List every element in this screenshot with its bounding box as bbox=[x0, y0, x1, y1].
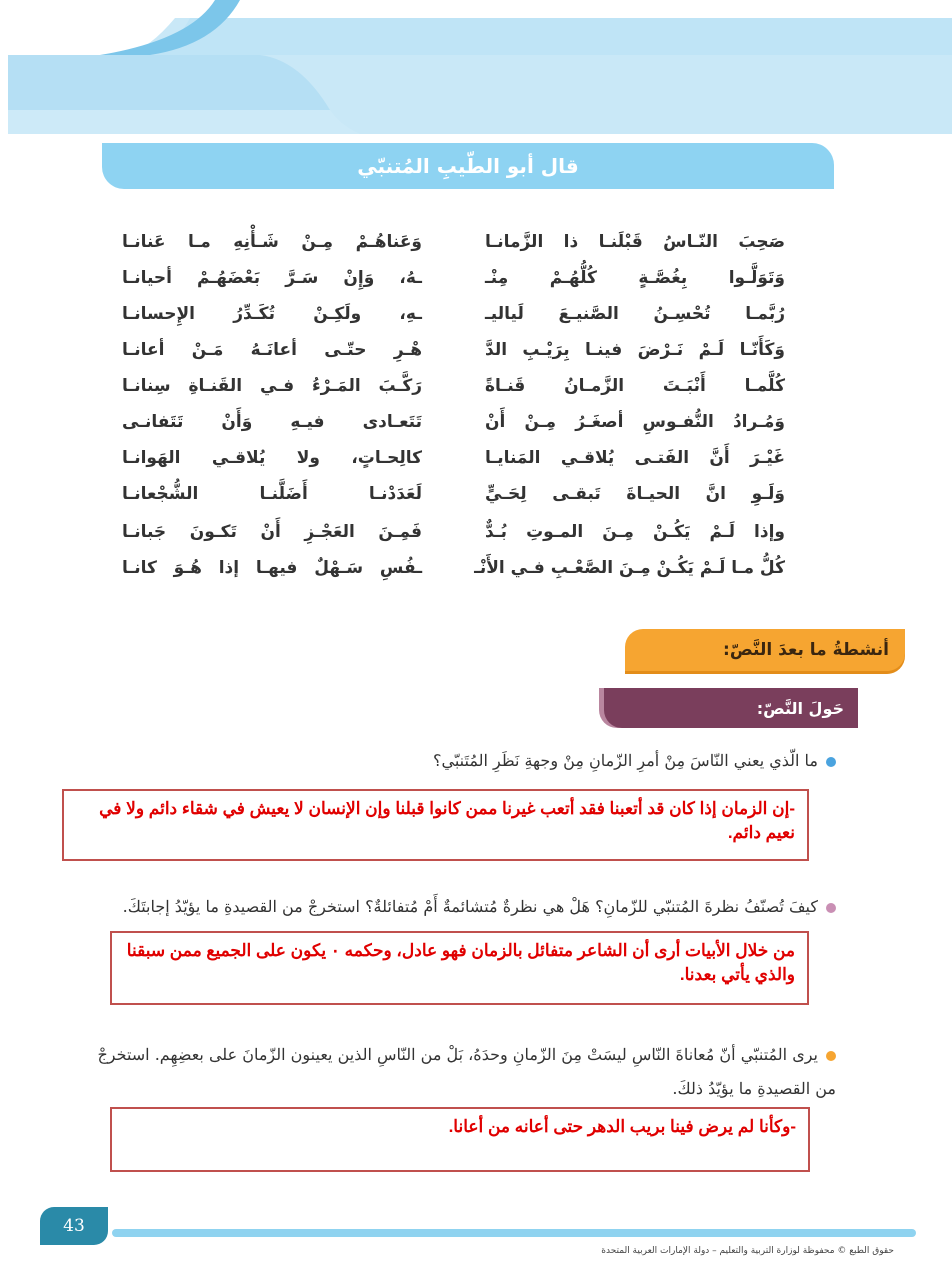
poem-verse-right: كُلُّ مـا لَـمْ يَكُـنْ مِـنَ الصَّعْـبِ فـي الأَنْـ bbox=[474, 558, 785, 578]
answer-box-2[interactable] bbox=[110, 931, 809, 1005]
bullet-icon bbox=[826, 903, 836, 913]
answer-text: -وكأنا لم يرض فينا بريب الدهر حتى أعانه من أعانا. bbox=[448, 1117, 796, 1136]
lesson-title: قال أبو الطّيبِ المُتنبّي bbox=[357, 154, 579, 178]
poem-verse-left: تَتَعـادى فيـهِ وَأَنْ تَتَفانـى bbox=[122, 412, 422, 432]
poem-verse-left: ـهِ، ولَكِـنْ تُكَـدِّرُ الإِحسانـا bbox=[122, 304, 422, 324]
poem-verse-left: كالِحـاتٍ، ولا يُلاقـي الهَوانـا bbox=[122, 448, 422, 468]
bullet-icon bbox=[826, 1051, 836, 1061]
poem-verse-left: رَكَّـبَ المَـرْءُ فـي القَنـاةِ سِنانـا bbox=[122, 376, 422, 396]
poem-verse-right: وَمُـرادُ النُّفـوسِ أصغَـرُ مِـنْ أَنْ bbox=[485, 412, 785, 432]
question-text: ما الّذي يعني النّاسَ مِنْ أمرِ الزّمانِ مِنْ وجهةِ نَظَرِ المُتَنبّي؟ bbox=[433, 751, 818, 770]
poem-verse-right: كُلَّمـا أَنْبَـتَ الزَّمـانُ قَنـاةً bbox=[485, 376, 785, 396]
poem-verse-right: غَيْـرَ أَنَّ الفَتـى يُلاقـي المَنايـا bbox=[485, 448, 785, 468]
activities-section-label: أنشطةُ ما بعدَ النَّصّ: bbox=[723, 640, 889, 660]
answer-text: -إن الزمان إذا كان قد أتعبنا فقد أتعب غيرنا ممن كانوا قبلنا وإن الإنسان لا يعيش في شقاء دائم ولا في نعيم دائم. bbox=[99, 799, 795, 842]
page-number: 43 bbox=[63, 1216, 85, 1236]
poem-verse-left: فَمِـنَ العَجْـزِ أَنْ تَكـونَ جَبانـا bbox=[122, 522, 422, 542]
poem-verse-left: وَعَناهُـمْ مِـنْ شَـأْنِهِ مـا عَنانـا bbox=[122, 232, 422, 252]
question-2 bbox=[96, 890, 836, 924]
header-wave-decoration bbox=[0, 0, 952, 140]
poem-verse-right: رُبَّمـا تُحْسِـنُ الصَّنيـعَ لَياليـ bbox=[485, 304, 785, 324]
poem-verse-left: هْـرِ حتّـى أعانَـهُ مَـنْ أعانـا bbox=[122, 340, 422, 360]
poem-verse-right: وَتَوَلَّـوا بِغُصَّـةٍ كُلُّهُـمْ مِنْـ bbox=[485, 268, 785, 288]
question-1 bbox=[96, 744, 836, 778]
activities-section-tag bbox=[625, 629, 905, 671]
poem-verse-left: ـهُ، وَإِنْ سَـرَّ بَعْضَهُـمْ أحيانـا bbox=[122, 268, 422, 288]
question-3 bbox=[96, 1038, 836, 1106]
about-text-section-tag bbox=[604, 688, 858, 728]
about-text-section-label: حَولَ النَّصّ: bbox=[756, 698, 844, 718]
poem-verse-right: وَكَأَنّـا لَـمْ نَـرْضَ فينـا بِرَيْـبِ الدَّ bbox=[485, 340, 785, 360]
poem-verse-left: لَعَدَدْنـا أَضَلَّنـا الشُّجْعانـا bbox=[122, 484, 422, 504]
poem-verse-right: وَلَـوِ انَّ الحيـاةَ تَبقـى لِحَـيٍّ bbox=[485, 484, 785, 504]
answer-box-1[interactable] bbox=[62, 789, 809, 861]
answer-text: من خلال الأبيات أرى أن الشاعر متفائل بالزمان فهو عادل، وحكمه ٠ يكون على الجميع ممن سبقنا والذي يأتي بعدنا. bbox=[126, 941, 795, 984]
poem-verse-left: ـفُسِ سَـهْلٌ فيهـا إذا هُـوَ كانـا bbox=[122, 558, 422, 578]
question-text: كيفَ تُصنّفُ نظرةَ المُتنبّي للزّمانِ؟ هَلْ هي نظرةٌ مُتشائمةٌ أَمْ مُتفائلةٌ؟ استخرجْ من القصيدةِ ما يؤيّدُ إجابتَكَ. bbox=[122, 897, 818, 916]
poem-verse-right: وإذا لَـمْ يَكُـنْ مِـنَ المـوتِ بُـدٌّ bbox=[485, 522, 785, 542]
footer-divider bbox=[112, 1229, 916, 1237]
bullet-icon bbox=[826, 757, 836, 767]
question-text: يرى المُتنبّي أنّ مُعاناةَ النّاسِ ليسَتْ مِنَ الزّمانِ وحدَهُ، بَلْ من النّاسِ الذين يعينون الزّمانَ على بعضِهِم. استخرجْ من القصيدةِ ما يؤيّدُ ذلكَ. bbox=[97, 1045, 836, 1098]
lesson-title-bar bbox=[102, 143, 834, 189]
copyright-notice: حقوق الطبع © محفوظة لوزارة التربية والتعليم – دولة الإمارات العربية المتحدة bbox=[601, 1246, 894, 1256]
poem-verse-right: صَحِبَ النّـاسُ قَبْلَنـا ذا الزَّمانـا bbox=[485, 232, 785, 252]
answer-box-3[interactable] bbox=[110, 1107, 810, 1172]
page-number-tab bbox=[40, 1207, 108, 1245]
